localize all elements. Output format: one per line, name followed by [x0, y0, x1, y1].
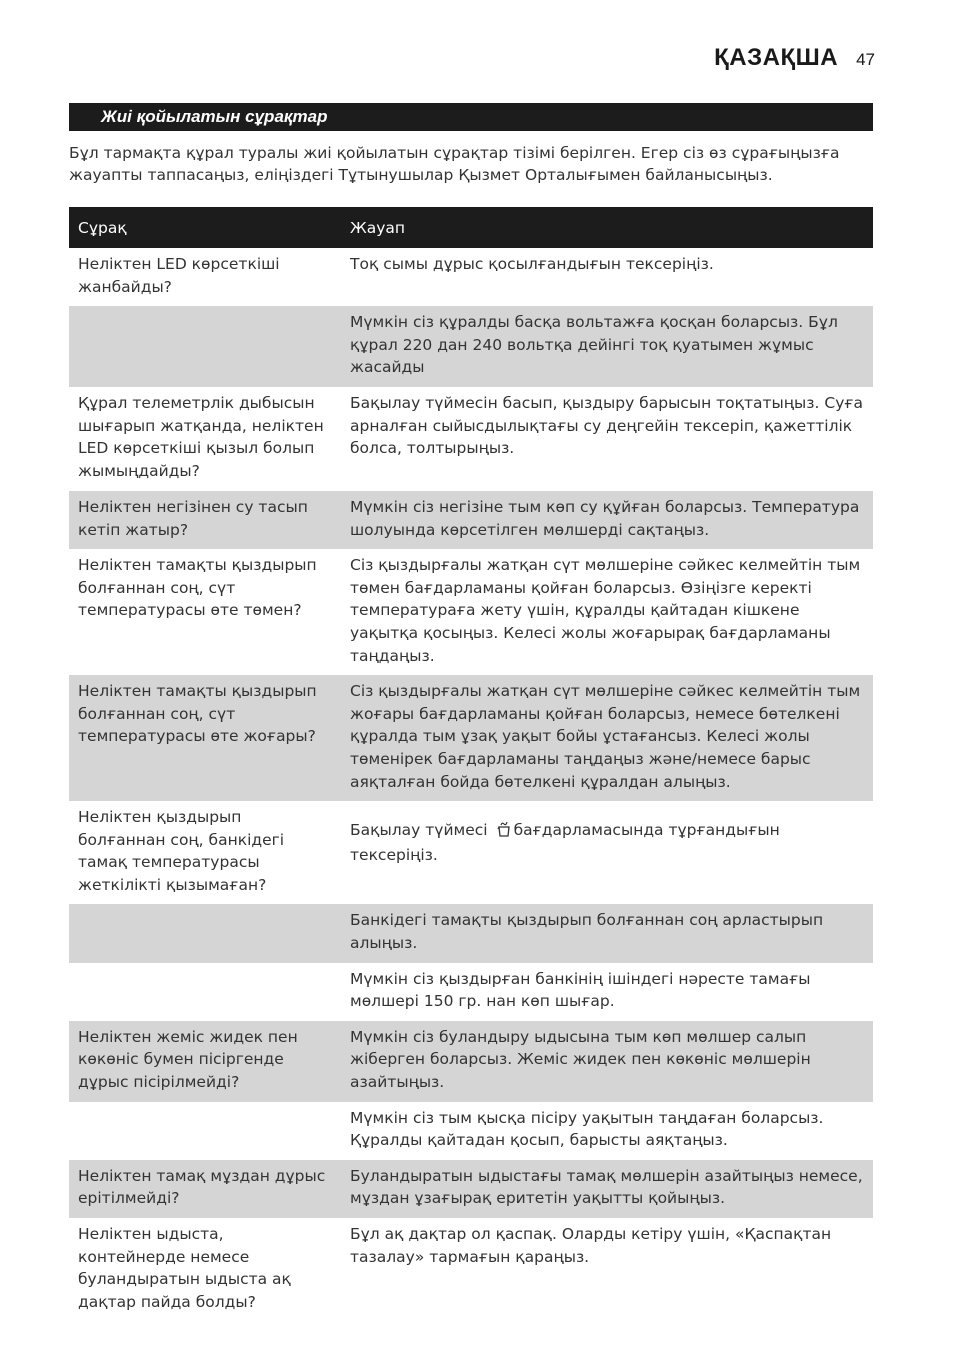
table-row: [69, 387, 873, 491]
answer-cell: Тоқ сымы дұрыс қосылғандығын тексеріңіз.: [350, 255, 714, 273]
question-cell: [69, 904, 341, 962]
table-header-row: [69, 207, 873, 248]
table-row: [69, 1218, 873, 1323]
table-row: [69, 1021, 873, 1102]
question-cell: [69, 963, 341, 1021]
answer-cell: Мүмкін сіз тым қысқа пісіру уақытын таңдаған боларсыз. Құралды қайтадан қосып, барысты аяқтаңыз.: [350, 1108, 824, 1150]
page-header: [0, 44, 875, 72]
answer-cell: Буландыратын ыдыстағы тамақ мөлшерін азайтыңыз немесе, мұздан ұзағырақ еритетін уақытты қойыңыз.: [341, 1160, 873, 1218]
question-cell: Неліктен тамақ мұздан дұрыс ерітілмейді?: [69, 1160, 341, 1218]
table-row: [69, 904, 873, 962]
food-jar-icon: [497, 821, 511, 844]
answer-cell: Банкідегі тамақты қыздырып болғаннан соң арластырып алыңыз.: [341, 904, 873, 962]
question-cell: Неліктен тамақты қыздырып болғаннан соң, сүт температурасы өте жоғары?: [69, 675, 341, 801]
table-row: [69, 801, 873, 904]
section-header-bar: [69, 103, 873, 131]
intro-paragraph: Бұл тармақта құрал туралы жиі қойылатын сұрақтар тізімі берілген. Егер сіз өз сұрағыңызға жауапты таппасаңыз, еліңіздегі Тұтынушылар Қызмет Орталығымен байланысыңыз.: [69, 144, 840, 184]
question-cell: Құрал телеметрлік дыбысын шығарып жатқанда, неліктен LED көрсеткіші қызыл болып жымыңдайды?: [78, 393, 324, 480]
faq-table: [69, 207, 873, 1323]
table-row: [69, 1160, 873, 1218]
question-cell: Неліктен жеміс жидек пен көкөніс бумен пісіргенде дұрыс пісірілмейді?: [69, 1021, 341, 1102]
table-row: [69, 1102, 873, 1160]
answer-cell: Мүмкін сіз негізіне тым көп су құйған боларсыз. Температура шолуында көрсетілген мөлшерді сақтаңыз.: [341, 491, 873, 549]
answer-column-header: Жауап: [341, 207, 873, 248]
question-cell: Неліктен LED көрсеткіші жанбайды?: [78, 255, 280, 296]
answer-cell: Бұл ақ дақтар ол қаспақ. Оларды кетіру үшін, «Қаспақтан тазалау» тармағын қараңыз.: [350, 1225, 832, 1266]
question-cell: Неліктен тамақты қыздырып болғаннан соң, сүт температурасы өте төмен?: [78, 556, 317, 620]
answer-cell: Мүмкін сіз қыздырған банкінің ішіндегі нәресте тамағы мөлшері 150 гр. нан көп шығар.: [350, 969, 811, 1011]
table-row: [69, 248, 873, 306]
table-row: [69, 963, 873, 1021]
section-title: Жиі қойылатын сұрақтар: [101, 107, 328, 126]
table-row: [69, 306, 873, 387]
answer-cell: Сіз қыздырғалы жатқан сүт мөлшеріне сәйкес келмейтін тым жоғары бағдарламаны қойған боларсыз, немесе бөтелкені құралда тым ұзақ уақыт бойы ұстағансыз. Келесі жолы төменірек бағдарламаны таңдаңыз және/немесе барыс аяқталған бойда бөтелкені құралдан алыңыз.: [341, 675, 873, 801]
answer-text-before-icon: Бақылау түймесі: [350, 821, 488, 840]
question-cell: Неліктен ыдыста, контейнерде немесе буландыратын ыдыста ақ дақтар пайда болды?: [78, 1225, 291, 1311]
question-cell: Неліктен негізінен су тасып кетіп жатыр?: [69, 491, 341, 549]
question-cell: [69, 306, 341, 387]
answer-cell: Бақылау түймесін басып, қыздыру барысын тоқтатыңыз. Суға арналған сыйысдылықтағы су деңгейін тексеріп, қажеттілік болса, толтырыңыз.: [350, 393, 864, 458]
page-number: 47: [856, 50, 875, 69]
question-cell: Неліктен қыздырып болғаннан соң, банкідегі тамақ температурасы жеткілікті қызымаған?: [78, 808, 285, 894]
answer-cell: Мүмкін сіз буландыру ыдысына тым көп мөлшер салып жіберген боларсыз. Жеміс жидек пен көкөніс мөлшерін азайтыңыз.: [341, 1021, 873, 1102]
answer-cell: Мүмкін сіз құралды басқа вольтажға қосқан боларсыз. Бұл құрал 220 дан 240 вольтқа дейінгі тоқ қуатымен жұмыс жасайды: [341, 306, 873, 387]
answer-text-after-icon: бағдарламасында тұрғандығын тексеріңіз.: [350, 821, 780, 864]
table-row: [69, 491, 873, 549]
table-row: [69, 675, 873, 801]
table-row: [69, 549, 873, 675]
answer-cell: [341, 801, 873, 904]
language-label: ҚАЗАҚША: [714, 44, 839, 71]
question-column-header: Сұрақ: [69, 207, 341, 248]
answer-cell: Сіз қыздырғалы жатқан сүт мөлшеріне сәйкес келмейтін тым төмен бағдарламаны қойған боларсыз. Өзіңізге керекті температураға жету үшін, құралды қайтадан кішкене уақытқа қосыңыз. Келесі жолы жоғарырақ бағдарламаны таңдаңыз.: [350, 556, 861, 665]
question-cell: [69, 1102, 341, 1160]
